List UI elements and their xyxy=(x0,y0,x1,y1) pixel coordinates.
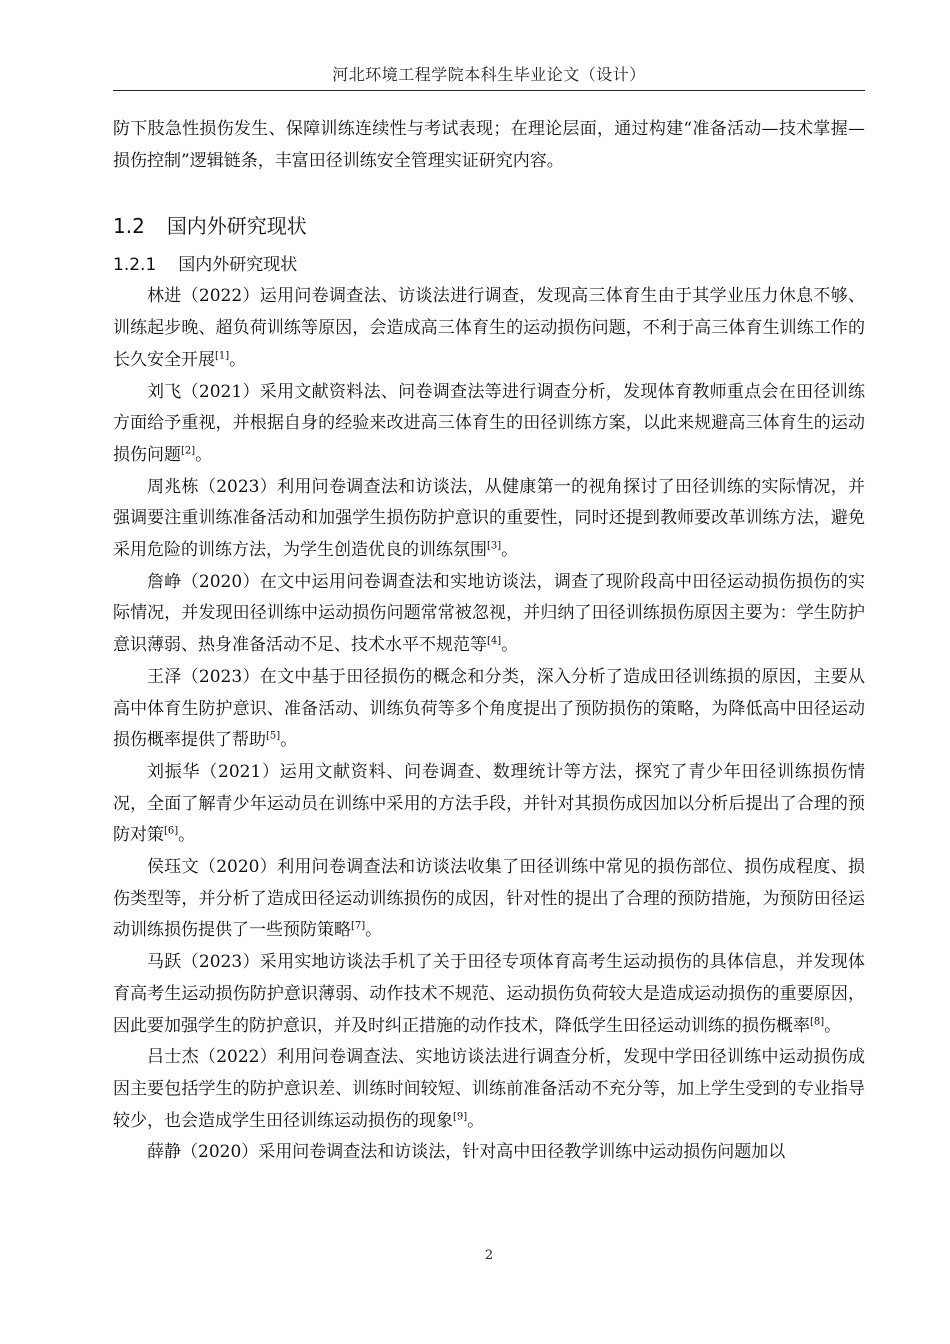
section-number: 1.2 xyxy=(113,214,145,239)
paragraph-2 xyxy=(113,377,865,472)
citation: [4] xyxy=(487,635,502,647)
paragraph-4 xyxy=(113,567,865,662)
paragraph-10 xyxy=(113,1137,865,1169)
citation: [7] xyxy=(351,920,366,932)
running-header: 河北环境工程学院本科生毕业论文（设计） xyxy=(332,65,646,84)
paragraph-end: 。 xyxy=(280,730,298,751)
section-heading xyxy=(113,211,865,241)
paragraph-9 xyxy=(113,1042,865,1137)
paragraph-text: 马跃（2023）采用实地访谈法手机了关于田径专项体育高考生运动损伤的具体信息，并发现体育高考生运动损伤防护意识薄弱、动作技术不规范、运动损伤负荷较大是造成运动损伤的重要原因，因此要加强学生的防护意识，并及时纠正措施的动作技术，降低学生田径运动训练的损伤概率 xyxy=(113,952,865,1036)
paragraph-end: 。 xyxy=(195,444,213,465)
paragraph-end: 。 xyxy=(365,920,383,941)
paragraph-text: 刘飞（2021）采用文献资料法、问卷调查法等进行调查分析，发现体育教师重点会在田径训练方面给予重视，并根据自身的经验来改进高三体育生的田径训练方案，以此来规避高三体育生的运动损伤问题 xyxy=(113,381,865,465)
subsection-number: 1.2.1 xyxy=(113,255,157,276)
subsection-title: 国内外研究现状 xyxy=(178,255,298,276)
paragraph-end: 。 xyxy=(467,1110,485,1131)
paragraph-text: 詹峥（2020）在文中运用问卷调查法和实地访谈法，调查了现阶段高中田径运动损伤损伤的实际情况，并发现田径训练中运动损伤问题常常被忽视，并归纳了田径训练损伤原因主要为：学生防护意识薄弱、热身准备活动不足、技术水平不规范等 xyxy=(113,571,865,656)
citation: [9] xyxy=(453,1111,468,1123)
paragraph-text: 周兆栋（2023）利用问卷调查法和访谈法，从健康第一的视角探讨了田径训练的实际情况，并强调要注重训练准备活动和加强学生损伤防护意识的重要性，同时还提到教师要改革训练方法，避免采用危险的训练方法，为学生创造优良的训练氛围 xyxy=(113,476,865,561)
paragraph-text: 刘振华（2021）运用文献资料、问卷调查、数理统计等方法，探究了青少年田径训练损伤情况，全面了解青少年运动员在训练中采用的方法手段，并针对其损伤成因加以分析后提出了合理的预防对策 xyxy=(113,761,865,846)
paragraph-text: 林进（2022）运用问卷调查法、访谈法进行调查，发现高三体育生由于其学业压力休息不够、训练起步晚、超负荷训练等原因，会造成高三体育生的运动损伤问题，不利于高三体育生训练工作的长久安全开展 xyxy=(113,286,865,370)
paragraph-end: 。 xyxy=(229,349,247,370)
paragraph-end: 。 xyxy=(501,635,519,656)
paragraph-end: 。 xyxy=(501,540,519,561)
subsection-heading xyxy=(113,251,865,279)
paragraph-end: 。 xyxy=(824,1015,842,1036)
intro-paragraph: 防下肢急性损伤发生、保障训练连续性与考试表现；在理论层面，通过构建“准备活动—技术掌握—损伤控制”逻辑链条，丰富田径训练安全管理实证研究内容。 xyxy=(113,119,865,171)
citation: [8] xyxy=(810,1015,825,1027)
paragraph-3 xyxy=(113,472,865,567)
header-rule xyxy=(113,90,865,91)
body-text xyxy=(113,114,865,1169)
paragraph-text: 薛静（2020）采用问卷调查法和访谈法，针对高中田径教学训练中运动损伤问题加以 xyxy=(147,1142,786,1163)
paragraph-text: 侯珏文（2020）利用问卷调查法和访谈法收集了田径训练中常见的损伤部位、损伤成程度、损伤类型等，并分析了造成田径运动训练损伤的成因，针对性的提出了合理的预防措施，为预防田径运动训练损伤提供了一些预防策略 xyxy=(113,857,865,941)
paragraph-5 xyxy=(113,662,865,757)
page-number: 2 xyxy=(484,1248,494,1263)
citation: [3] xyxy=(487,540,502,552)
paragraph-8 xyxy=(113,947,865,1042)
paragraph-text: 王泽（2023）在文中基于田径损伤的概念和分类，深入分析了造成田径训练损的原因，主要从高中体育生防护意识、准备活动、训练负荷等多个角度提出了预防损伤的策略，为降低高中田径运动损伤概率提供了帮助 xyxy=(113,666,865,751)
citation: [1] xyxy=(215,350,230,362)
citation: [2] xyxy=(181,445,196,457)
citation: [5] xyxy=(266,730,281,742)
paragraph-6 xyxy=(113,757,865,852)
paragraph-text: 吕士杰（2022）利用问卷调查法、实地访谈法进行调查分析，发现中学田径训练中运动损伤成因主要包括学生的防护意识差、训练时间较短、训练前准备活动不充分等，加上学生受到的专业指导较少，也会造成学生田径训练运动损伤的现象 xyxy=(113,1047,865,1131)
paragraph-7 xyxy=(113,852,865,947)
paragraph-end: 。 xyxy=(178,825,196,846)
paragraph-1 xyxy=(113,281,865,376)
section-title: 国内外研究现状 xyxy=(166,214,307,239)
citation: [6] xyxy=(164,825,179,837)
